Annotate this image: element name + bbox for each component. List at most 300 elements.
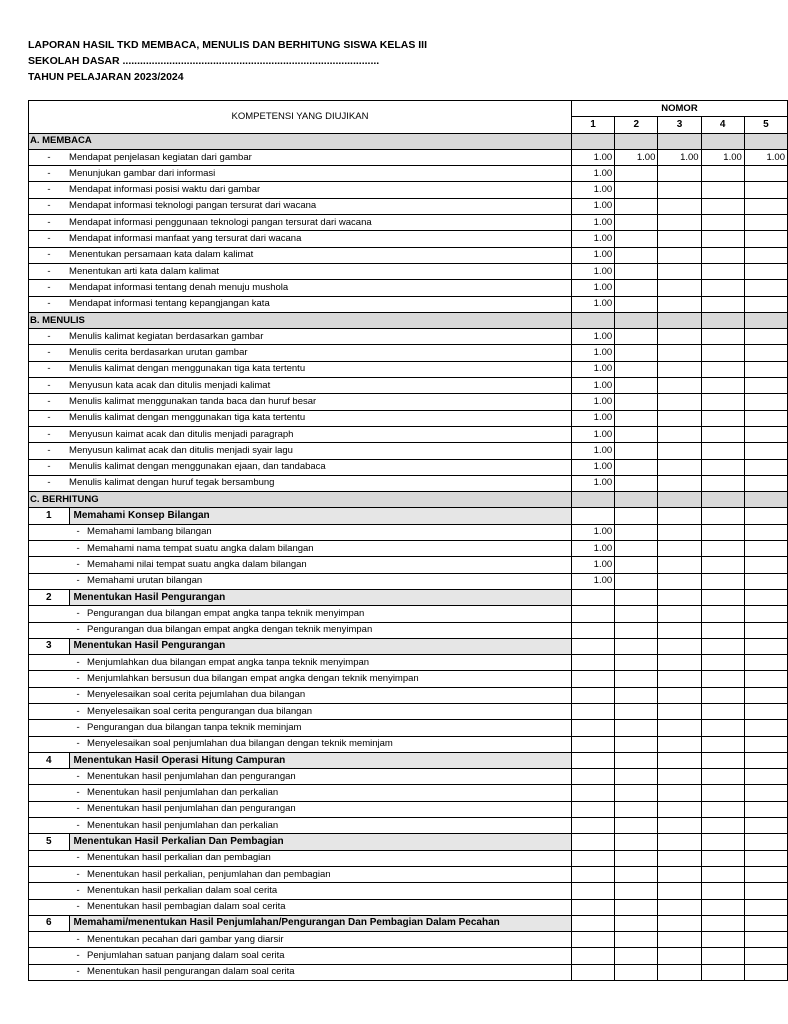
score-cell bbox=[658, 866, 701, 882]
empty-cell bbox=[701, 915, 744, 931]
empty-cell bbox=[571, 834, 614, 850]
competency-table bbox=[28, 100, 788, 981]
indent-cell bbox=[29, 769, 70, 785]
score-cell bbox=[701, 345, 744, 361]
group-number: 1 bbox=[29, 508, 70, 524]
score-cell: 1.00 bbox=[571, 573, 614, 589]
table-row bbox=[29, 720, 788, 736]
score-cell bbox=[658, 541, 701, 557]
score-cell: 1.00 bbox=[571, 394, 614, 410]
competency-cell bbox=[69, 606, 571, 622]
score-cell bbox=[658, 622, 701, 638]
score-cell bbox=[658, 932, 701, 948]
competency-cell bbox=[69, 964, 571, 980]
empty-cell bbox=[701, 834, 744, 850]
table-row bbox=[29, 769, 788, 785]
empty-cell bbox=[701, 312, 744, 328]
score-cell bbox=[571, 606, 614, 622]
score-cell bbox=[615, 866, 658, 882]
competency-text: Menyusun kata acak dan ditulis menjadi kalimat bbox=[69, 378, 571, 394]
score-cell bbox=[615, 394, 658, 410]
score-cell: 1.00 bbox=[571, 247, 614, 263]
score-cell bbox=[571, 736, 614, 752]
empty-cell bbox=[701, 508, 744, 524]
score-cell bbox=[744, 818, 787, 834]
score-cell bbox=[744, 964, 787, 980]
score-cell bbox=[658, 215, 701, 231]
score-cell bbox=[701, 166, 744, 182]
score-cell bbox=[658, 231, 701, 247]
score-cell: 1.00 bbox=[571, 524, 614, 540]
score-cell: 1.00 bbox=[571, 149, 614, 165]
competency-text: Menentukan hasil perkalian dalam soal cerita bbox=[87, 884, 278, 896]
score-cell bbox=[658, 166, 701, 182]
score-cell bbox=[701, 964, 744, 980]
competency-text: Pengurangan dua bilangan tanpa teknik meminjam bbox=[87, 721, 302, 733]
bullet-dash: - bbox=[29, 361, 70, 377]
score-cell bbox=[701, 622, 744, 638]
score-cell bbox=[571, 883, 614, 899]
empty-cell bbox=[571, 638, 614, 654]
score-cell bbox=[744, 622, 787, 638]
score-cell: 1.00 bbox=[615, 149, 658, 165]
empty-cell bbox=[701, 492, 744, 508]
competency-cell bbox=[69, 769, 571, 785]
bullet-dash: - bbox=[76, 770, 80, 782]
score-cell: 1.00 bbox=[571, 231, 614, 247]
empty-cell bbox=[615, 508, 658, 524]
score-cell bbox=[615, 361, 658, 377]
bullet-dash: - bbox=[76, 526, 80, 538]
competency-text: Penjumlahan satuan panjang dalam soal cerita bbox=[87, 950, 285, 962]
score-cell bbox=[744, 329, 787, 345]
score-cell bbox=[701, 671, 744, 687]
bullet-dash: - bbox=[29, 394, 70, 410]
table-row bbox=[29, 883, 788, 899]
score-cell bbox=[658, 378, 701, 394]
score-cell bbox=[615, 932, 658, 948]
score-cell bbox=[744, 703, 787, 719]
bullet-dash: - bbox=[29, 263, 70, 279]
table-row bbox=[29, 818, 788, 834]
score-cell bbox=[615, 280, 658, 296]
empty-cell bbox=[658, 752, 701, 768]
score-cell bbox=[615, 899, 658, 915]
column-number-3: 3 bbox=[658, 117, 701, 133]
score-cell: 1.00 bbox=[571, 215, 614, 231]
score-cell bbox=[744, 166, 787, 182]
group-label: Menentukan Hasil Perkalian Dan Pembagian bbox=[69, 834, 571, 850]
score-cell bbox=[658, 801, 701, 817]
table-row bbox=[29, 459, 788, 475]
competency-text: Menyelesaikan soal penjumlahan dua bilangan dengan teknik meminjam bbox=[87, 738, 393, 750]
score-cell bbox=[571, 899, 614, 915]
competency-text: Menulis kalimat dengan menggunakan tiga kata tertentu bbox=[69, 410, 571, 426]
score-cell bbox=[615, 215, 658, 231]
score-cell bbox=[744, 215, 787, 231]
competency-cell bbox=[69, 573, 571, 589]
group-row bbox=[29, 638, 788, 654]
score-cell bbox=[658, 280, 701, 296]
score-cell bbox=[615, 948, 658, 964]
indent-cell bbox=[29, 541, 70, 557]
score-cell bbox=[744, 557, 787, 573]
competency-cell bbox=[69, 720, 571, 736]
empty-cell bbox=[744, 834, 787, 850]
empty-cell bbox=[571, 492, 614, 508]
score-cell bbox=[571, 850, 614, 866]
bullet-dash: - bbox=[29, 378, 70, 394]
table-row bbox=[29, 573, 788, 589]
score-cell bbox=[571, 703, 614, 719]
score-cell bbox=[571, 687, 614, 703]
table-row bbox=[29, 198, 788, 214]
competency-text: Mendapat informasi posisi waktu dari gambar bbox=[69, 182, 571, 198]
score-cell bbox=[658, 198, 701, 214]
bullet-dash: - bbox=[29, 215, 70, 231]
indent-cell bbox=[29, 557, 70, 573]
indent-cell bbox=[29, 703, 70, 719]
score-cell bbox=[744, 198, 787, 214]
score-cell bbox=[615, 541, 658, 557]
score-cell bbox=[744, 459, 787, 475]
empty-cell bbox=[658, 589, 701, 605]
competency-text: Mendapat informasi tentang kepangjangan kata bbox=[69, 296, 571, 312]
bullet-dash: - bbox=[29, 426, 70, 442]
indent-cell bbox=[29, 932, 70, 948]
competency-text: Menentukan hasil pengurangan dalam soal cerita bbox=[87, 966, 295, 978]
table-row bbox=[29, 182, 788, 198]
score-cell bbox=[615, 736, 658, 752]
score-cell bbox=[571, 948, 614, 964]
column-number-1: 1 bbox=[571, 117, 614, 133]
score-cell: 1.00 bbox=[571, 410, 614, 426]
score-cell: 1.00 bbox=[658, 149, 701, 165]
score-cell bbox=[744, 247, 787, 263]
section-row bbox=[29, 312, 788, 328]
section-label: C. BERHITUNG bbox=[29, 492, 572, 508]
score-cell bbox=[615, 475, 658, 491]
score-cell bbox=[571, 720, 614, 736]
score-cell bbox=[658, 703, 701, 719]
score-cell bbox=[744, 361, 787, 377]
score-cell: 1.00 bbox=[571, 263, 614, 279]
score-cell bbox=[701, 557, 744, 573]
indent-cell bbox=[29, 785, 70, 801]
table-row bbox=[29, 736, 788, 752]
table-row bbox=[29, 361, 788, 377]
competency-text: Menyelesaikan soal cerita pejumlahan dua bilangan bbox=[87, 689, 306, 701]
competency-text: Menyelesaikan soal cerita pengurangan dua bilangan bbox=[87, 705, 313, 717]
competency-cell bbox=[69, 818, 571, 834]
group-number: 2 bbox=[29, 589, 70, 605]
score-cell bbox=[744, 345, 787, 361]
empty-cell bbox=[571, 915, 614, 931]
competency-text: Memahami nilai tempat suatu angka dalam bilangan bbox=[87, 558, 307, 570]
competency-text: Menulis kalimat dengan menggunakan ejaan, dan tandabaca bbox=[69, 459, 571, 475]
indent-cell bbox=[29, 866, 70, 882]
report-sheet bbox=[28, 100, 785, 981]
score-cell: 1.00 bbox=[571, 541, 614, 557]
score-cell bbox=[615, 426, 658, 442]
score-cell bbox=[744, 948, 787, 964]
competency-cell bbox=[69, 524, 571, 540]
bullet-dash: - bbox=[29, 149, 70, 165]
bullet-dash: - bbox=[76, 950, 80, 962]
table-row bbox=[29, 426, 788, 442]
score-cell bbox=[658, 247, 701, 263]
table-row bbox=[29, 850, 788, 866]
indent-cell bbox=[29, 818, 70, 834]
competency-text: Pengurangan dua bilangan empat angka tanpa teknik menyimpan bbox=[87, 607, 365, 619]
score-cell bbox=[658, 573, 701, 589]
competency-text: Menentukan hasil perkalian dan pembagian bbox=[87, 852, 271, 864]
empty-cell bbox=[658, 508, 701, 524]
empty-cell bbox=[701, 638, 744, 654]
score-cell bbox=[571, 866, 614, 882]
score-cell bbox=[615, 687, 658, 703]
score-cell: 1.00 bbox=[744, 149, 787, 165]
score-cell bbox=[658, 263, 701, 279]
bullet-dash: - bbox=[76, 868, 80, 880]
score-cell bbox=[658, 182, 701, 198]
indent-cell bbox=[29, 720, 70, 736]
competency-cell bbox=[69, 883, 571, 899]
competency-cell bbox=[69, 932, 571, 948]
score-cell bbox=[744, 899, 787, 915]
table-row bbox=[29, 622, 788, 638]
competency-cell bbox=[69, 541, 571, 557]
bullet-dash: - bbox=[29, 345, 70, 361]
group-label: Memahami Konsep Bilangan bbox=[69, 508, 571, 524]
score-cell bbox=[744, 231, 787, 247]
score-cell bbox=[701, 410, 744, 426]
score-cell bbox=[658, 964, 701, 980]
score-cell bbox=[658, 410, 701, 426]
competency-text: Menulis kalimat kegiatan berdasarkan gambar bbox=[69, 329, 571, 345]
table-row bbox=[29, 606, 788, 622]
group-row bbox=[29, 752, 788, 768]
score-cell bbox=[658, 720, 701, 736]
score-cell bbox=[701, 524, 744, 540]
score-cell bbox=[658, 883, 701, 899]
empty-cell bbox=[701, 133, 744, 149]
table-row bbox=[29, 671, 788, 687]
indent-cell bbox=[29, 655, 70, 671]
score-cell bbox=[744, 769, 787, 785]
score-cell bbox=[658, 818, 701, 834]
competency-text: Menentukan hasil pembagian dalam soal cerita bbox=[87, 901, 286, 913]
score-cell bbox=[615, 720, 658, 736]
bullet-dash: - bbox=[76, 819, 80, 831]
score-cell: 1.00 bbox=[571, 329, 614, 345]
column-number-4: 4 bbox=[701, 117, 744, 133]
bullet-dash: - bbox=[76, 803, 80, 815]
score-cell bbox=[744, 866, 787, 882]
score-cell bbox=[658, 524, 701, 540]
score-cell bbox=[744, 541, 787, 557]
bullet-dash: - bbox=[76, 558, 80, 570]
score-cell bbox=[701, 296, 744, 312]
competency-text: Mendapat informasi tentang denah menuju mushola bbox=[69, 280, 571, 296]
table-row bbox=[29, 541, 788, 557]
table-row bbox=[29, 475, 788, 491]
competency-cell bbox=[69, 557, 571, 573]
bullet-dash: - bbox=[29, 231, 70, 247]
score-cell: 1.00 bbox=[571, 378, 614, 394]
score-cell bbox=[658, 361, 701, 377]
empty-cell bbox=[744, 638, 787, 654]
score-cell: 1.00 bbox=[571, 361, 614, 377]
table-row bbox=[29, 247, 788, 263]
score-cell bbox=[701, 459, 744, 475]
empty-cell bbox=[744, 508, 787, 524]
score-cell: 1.00 bbox=[571, 345, 614, 361]
score-cell bbox=[701, 231, 744, 247]
table-row bbox=[29, 280, 788, 296]
score-cell bbox=[701, 198, 744, 214]
bullet-dash: - bbox=[76, 901, 80, 913]
score-cell bbox=[744, 475, 787, 491]
score-cell: 1.00 bbox=[571, 198, 614, 214]
bullet-dash: - bbox=[76, 852, 80, 864]
indent-cell bbox=[29, 524, 70, 540]
score-cell bbox=[615, 296, 658, 312]
score-cell bbox=[701, 736, 744, 752]
score-cell bbox=[615, 703, 658, 719]
bullet-dash: - bbox=[76, 607, 80, 619]
score-cell bbox=[744, 573, 787, 589]
score-cell bbox=[744, 378, 787, 394]
score-cell bbox=[701, 785, 744, 801]
score-cell bbox=[701, 818, 744, 834]
competency-text: Menentukan hasil penjumlahan dan pengurangan bbox=[87, 770, 296, 782]
score-cell bbox=[658, 671, 701, 687]
academic-year: TAHUN PELAJARAN 2023/2024 bbox=[28, 71, 184, 83]
score-cell bbox=[615, 785, 658, 801]
score-cell bbox=[701, 182, 744, 198]
competency-text: Mendapat informasi teknologi pangan tersurat dari wacana bbox=[69, 198, 571, 214]
indent-cell bbox=[29, 622, 70, 638]
indent-cell bbox=[29, 801, 70, 817]
score-cell bbox=[615, 247, 658, 263]
competency-text: Menulis cerita berdasarkan urutan gambar bbox=[69, 345, 571, 361]
indent-cell bbox=[29, 899, 70, 915]
bullet-dash: - bbox=[76, 542, 80, 554]
section-label: B. MENULIS bbox=[29, 312, 572, 328]
empty-cell bbox=[744, 589, 787, 605]
competency-text: Pengurangan dua bilangan empat angka dengan teknik menyimpan bbox=[87, 624, 373, 636]
empty-cell bbox=[744, 492, 787, 508]
competency-cell bbox=[69, 687, 571, 703]
score-cell bbox=[744, 785, 787, 801]
score-cell bbox=[571, 785, 614, 801]
score-cell bbox=[615, 345, 658, 361]
empty-cell bbox=[615, 312, 658, 328]
score-cell bbox=[744, 296, 787, 312]
empty-cell bbox=[571, 589, 614, 605]
bullet-dash: - bbox=[29, 166, 70, 182]
score-cell bbox=[701, 541, 744, 557]
empty-cell bbox=[615, 589, 658, 605]
competency-text: Menyusun kalimat acak dan ditulis menjadi syair lagu bbox=[69, 443, 571, 459]
score-cell bbox=[571, 769, 614, 785]
score-cell bbox=[571, 932, 614, 948]
score-cell bbox=[658, 785, 701, 801]
bullet-dash: - bbox=[29, 280, 70, 296]
competency-text: Mendapat informasi manfaat yang tersurat dari wacana bbox=[69, 231, 571, 247]
competency-cell bbox=[69, 736, 571, 752]
score-cell bbox=[701, 655, 744, 671]
group-label: Menentukan Hasil Pengurangan bbox=[69, 638, 571, 654]
score-cell bbox=[658, 948, 701, 964]
score-cell bbox=[744, 883, 787, 899]
score-cell bbox=[701, 866, 744, 882]
competency-cell bbox=[69, 899, 571, 915]
bullet-dash: - bbox=[76, 689, 80, 701]
indent-cell bbox=[29, 964, 70, 980]
score-cell bbox=[615, 459, 658, 475]
score-cell bbox=[615, 606, 658, 622]
group-label: Memahami/menentukan Hasil Penjumlahan/Pengurangan Dan Pembagian Dalam Pecahan bbox=[69, 915, 571, 931]
group-number: 3 bbox=[29, 638, 70, 654]
table-row bbox=[29, 378, 788, 394]
score-cell bbox=[615, 622, 658, 638]
table-row bbox=[29, 866, 788, 882]
table-row bbox=[29, 785, 788, 801]
group-row bbox=[29, 508, 788, 524]
bullet-dash: - bbox=[29, 459, 70, 475]
score-cell bbox=[701, 215, 744, 231]
competency-cell bbox=[69, 785, 571, 801]
bullet-dash: - bbox=[76, 738, 80, 750]
competency-text: Memahami urutan bilangan bbox=[87, 575, 203, 587]
section-label: A. MEMBACA bbox=[29, 133, 572, 149]
score-cell bbox=[658, 329, 701, 345]
score-cell bbox=[744, 410, 787, 426]
score-cell bbox=[658, 655, 701, 671]
empty-cell bbox=[658, 133, 701, 149]
bullet-dash: - bbox=[76, 966, 80, 978]
group-number: 5 bbox=[29, 834, 70, 850]
score-cell bbox=[701, 850, 744, 866]
score-cell bbox=[744, 801, 787, 817]
score-cell bbox=[571, 671, 614, 687]
competency-cell bbox=[69, 948, 571, 964]
empty-cell bbox=[615, 834, 658, 850]
score-cell bbox=[744, 850, 787, 866]
group-row bbox=[29, 915, 788, 931]
score-cell bbox=[701, 426, 744, 442]
score-cell bbox=[744, 263, 787, 279]
indent-cell bbox=[29, 671, 70, 687]
score-cell bbox=[744, 426, 787, 442]
competency-text: Menentukan persamaan kata dalam kalimat bbox=[69, 247, 571, 263]
score-cell bbox=[744, 443, 787, 459]
score-cell bbox=[615, 231, 658, 247]
score-cell bbox=[744, 687, 787, 703]
score-cell bbox=[615, 769, 658, 785]
score-cell bbox=[615, 443, 658, 459]
score-cell bbox=[701, 932, 744, 948]
score-cell bbox=[658, 850, 701, 866]
score-cell: 1.00 bbox=[571, 166, 614, 182]
indent-cell bbox=[29, 687, 70, 703]
score-cell bbox=[615, 166, 658, 182]
group-row bbox=[29, 589, 788, 605]
empty-cell bbox=[571, 508, 614, 524]
score-cell bbox=[658, 394, 701, 410]
